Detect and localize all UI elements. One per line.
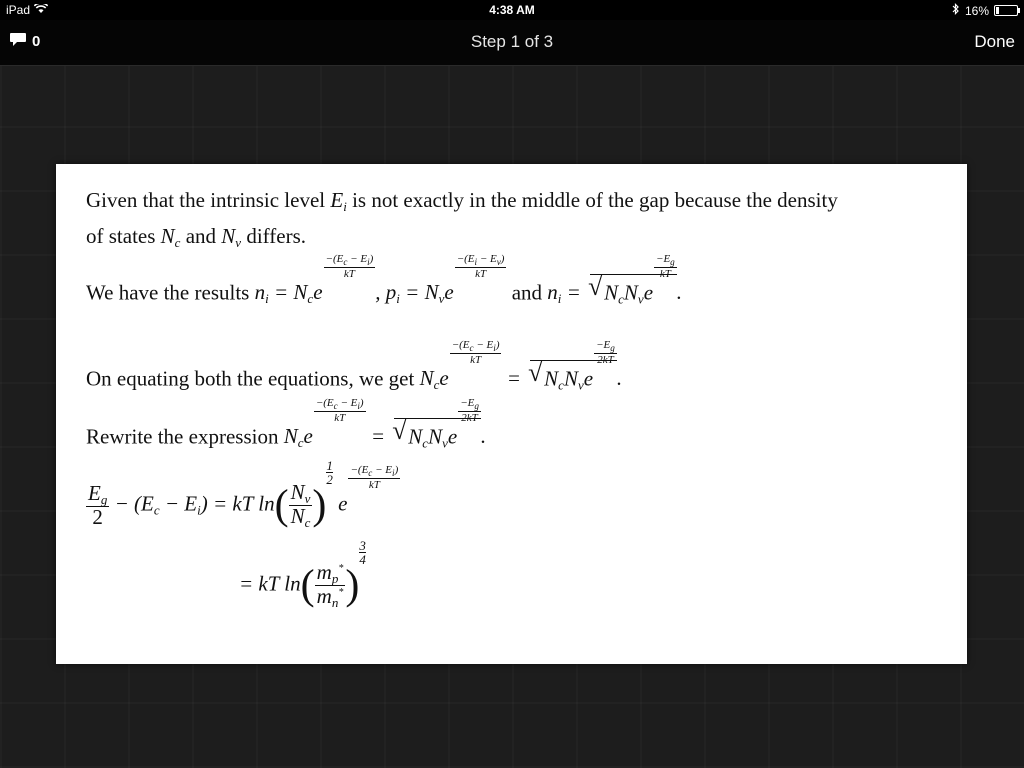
solution-card <box>56 164 967 664</box>
equation-ni-sqrt: $n_i$ = √ $N_cN_ve$ $\frac{-E_g}{kT}$ . <box>547 280 682 304</box>
text-fragment: and <box>511 280 543 305</box>
battery-level <box>996 7 999 14</box>
navigation-bar <box>0 20 1024 66</box>
status-time: 4:38 AM <box>489 3 535 17</box>
text-fragment: is not exactly in the middle of the gap because the density <box>352 188 838 212</box>
done-button[interactable]: Done <box>974 32 1015 51</box>
text-line-2 <box>86 224 306 251</box>
text-fragment: and <box>185 224 217 248</box>
text-fragment: of states <box>86 224 156 248</box>
text-fragment: Given that the intrinsic level <box>86 188 326 212</box>
equation-line-6: $\frac{E_g}{2}$ − $(E_c - E_i)$ = kT ln( $\frac{N_v}{N_c}$ )$\frac{1}{2}$ e $\frac{-(E_c - E_i)}{kT}$ <box>88 458 399 530</box>
equation-line-7: = kT ln( $\frac{m_p^*}{m_n^*}$ )$\frac{3}{4}$ <box>239 538 366 610</box>
equation-ni: $n_i = N_ce$ $\frac{-(E_c - E_i)}{kT}$ , $p_i = N_ve$ $\frac{-(E_i - E_v)}{kT}$ <box>254 253 505 307</box>
equation-equate: $N_ce$ $\frac{-(E_c - E_i)}{kT}$ = √ $N_cN_ve$ $\frac{-E_g}{2kT}$ . <box>420 366 622 390</box>
battery-icon <box>994 5 1018 16</box>
device-name: iPad <box>6 3 31 17</box>
battery-percent: 16% <box>964 3 989 18</box>
math-fragment: $E_i$ <box>330 188 347 214</box>
text-fragment: On equating both the equations, we get <box>86 366 415 391</box>
text-line-3 <box>86 253 682 307</box>
bluetooth-icon <box>952 3 960 18</box>
text-line-5 <box>86 397 487 451</box>
status-bar <box>0 0 1024 20</box>
text-fragment: Rewrite the expression <box>86 424 279 449</box>
text-fragment: We have the results <box>86 280 250 305</box>
text-fragment: differs. <box>246 224 307 248</box>
text-line-1 <box>86 188 838 215</box>
equation-rewrite: $N_ce$ $\frac{-(E_c - E_i)}{kT}$ = √ $N_cN_ve$ $\frac{-E_g}{2kT}$ . <box>284 424 486 448</box>
comment-count: 0 <box>32 33 41 50</box>
math-fragment: $N_v$ <box>221 224 242 250</box>
step-title: Step 1 of 3 <box>470 32 554 51</box>
text-line-4 <box>86 339 623 393</box>
math-fragment: $N_c$ <box>160 224 181 250</box>
